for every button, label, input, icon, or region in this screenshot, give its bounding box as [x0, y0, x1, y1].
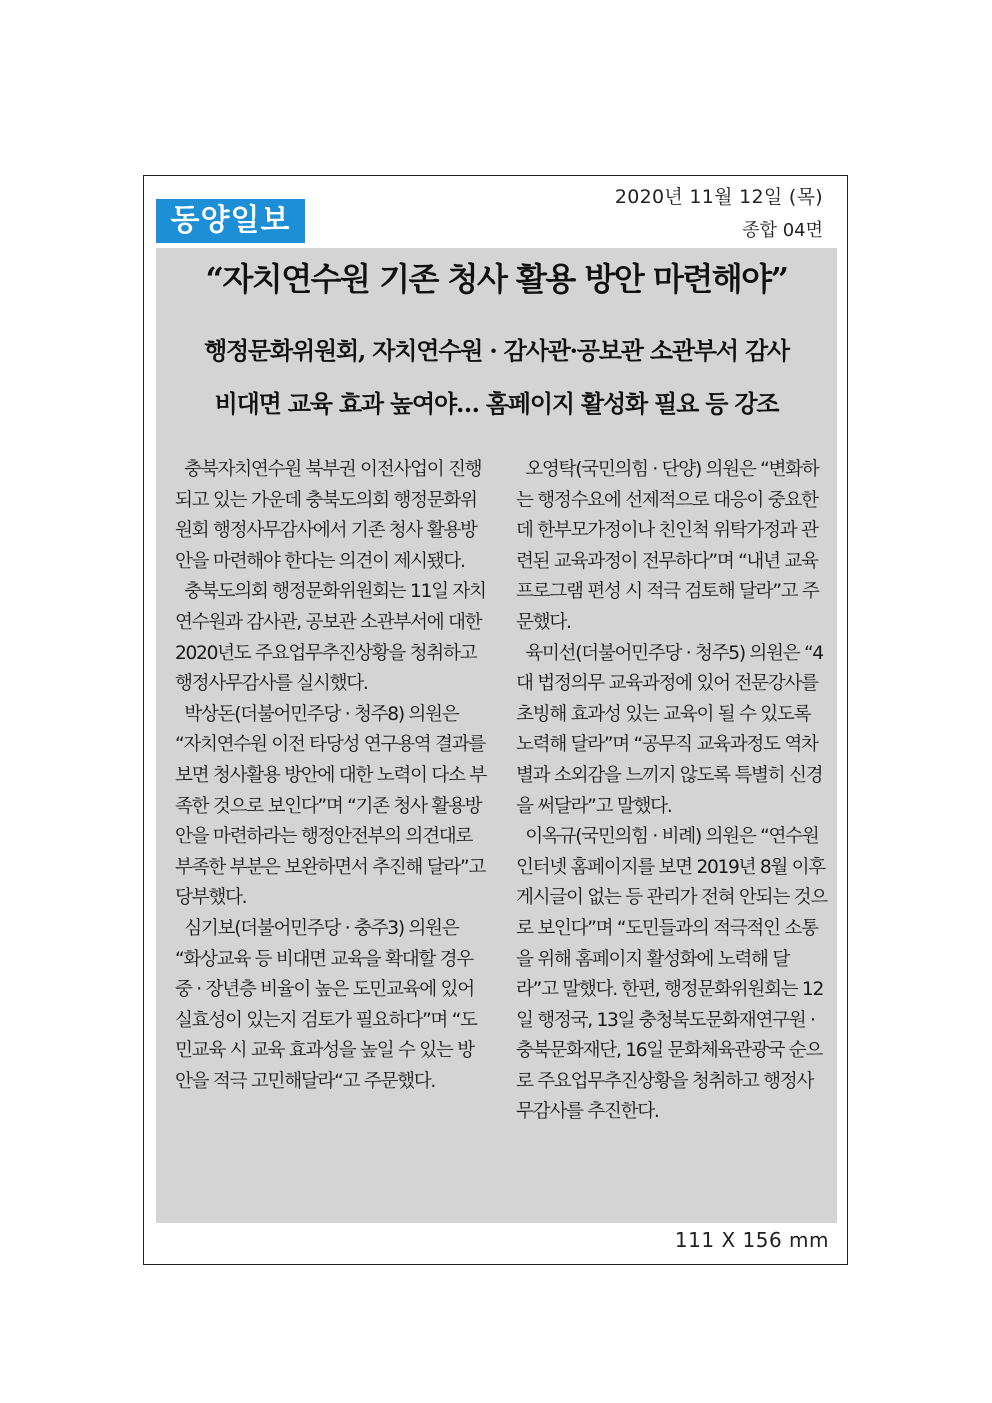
- subheadline-1: 행정문화위원회, 자치연수원 · 감사관·공보관 소관부서 감사: [204, 336, 789, 365]
- paragraph: 오영탁(국민의힘 · 단양) 의원은 “변화하는 행정수요에 선제적으로 대응이 중요한데 한부모가정이나 친인척 위탁가정과 관련된 교육과정이 전무하다”며 “내년 교육 프로그램 편성 시 적극 검토해 달라”고 주문했다.: [516, 459, 819, 633]
- newspaper-logo: 동양일보: [156, 199, 305, 243]
- text-column-right: [516, 455, 828, 1128]
- paragraph: 이옥규(국민의힘 · 비례) 의원은 “연수원 인터넷 홈페이지를 보면 2019년 8월 이후 게시글이 없는 등 관리가 전혀 안되는 것으로 보인다”며 “도민들과의 적극적인 소통을 위해 홈페이지 활성화에 노력해 달라”고 말했다. 한편, 행정문화위원회는 12일 행정국, 13일 충청북도문화재연구원 · 충북문화재단, 16일 문화체육관광국 순으로 주요업무추진상황을 청취하고 행정사무감사를 추진한다.: [516, 826, 827, 1123]
- article-body: [156, 248, 837, 1223]
- subheadline-2: 비대면 교육 효과 높여야… 홈페이지 활성화 필요 등 강조: [214, 389, 779, 418]
- publication-date: 2020년 11월 12일 (목): [614, 186, 823, 208]
- news-clipping: [143, 175, 848, 1265]
- paragraph: 육미선(더불어민주당 · 청주5) 의원은 “4대 법정의무 교육과정에 있어 전문강사를 초빙해 효과성 있는 교육이 될 수 있도록 노력해 달라”며 “공무직 교육과정도 역차별과 소외감을 느끼지 않도록 특별히 신경을 써달라”고 말했다.: [516, 642, 823, 817]
- text-column-left: [175, 455, 487, 1097]
- section-page: 종합 04면: [742, 220, 823, 241]
- paragraph: 충북자치연수원 북부권 이전사업이 진행되고 있는 가운데 충북도의회 행정문화위원회 행정사무감사에서 기존 청사 활용방안을 마련해야 한다는 의견이 제시됐다.: [175, 459, 482, 572]
- paragraph: 박상돈(더불어민주당 · 청주8) 의원은 “자치연수원 이전 타당성 연구용역 결과를 보면 청사활용 방안에 대한 노력이 다소 부족한 것으로 보인다”며 “기존 청사 활용방안을 마련하라는 행정안전부의 의견대로 부족한 부분은 보완하면서 추진해 달라”고 당부했다.: [175, 703, 486, 909]
- clipping-size: 111 X 156 mm: [674, 1228, 829, 1252]
- paragraph: 충북도의회 행정문화위원회는 11일 자치연수원과 감사관, 공보관 소관부서에 대한 2020년도 주요업무추진상황을 청취하고 행정사무감사를 실시했다.: [175, 581, 486, 695]
- headline: “자치연수원 기존 청사 활용 방안 마련해야”: [205, 260, 788, 298]
- paragraph: 심기보(더불어민주당 · 충주3) 의원은 “화상교육 등 비대면 교육을 확대할 경우 중 · 장년층 비율이 높은 도민교육에 있어 실효성이 있는지 검토가 필요하다”며 “도민교육 시 교육 효과성을 높일 수 있는 방안을 적극 고민해달라“고 주문했다.: [175, 917, 477, 1092]
